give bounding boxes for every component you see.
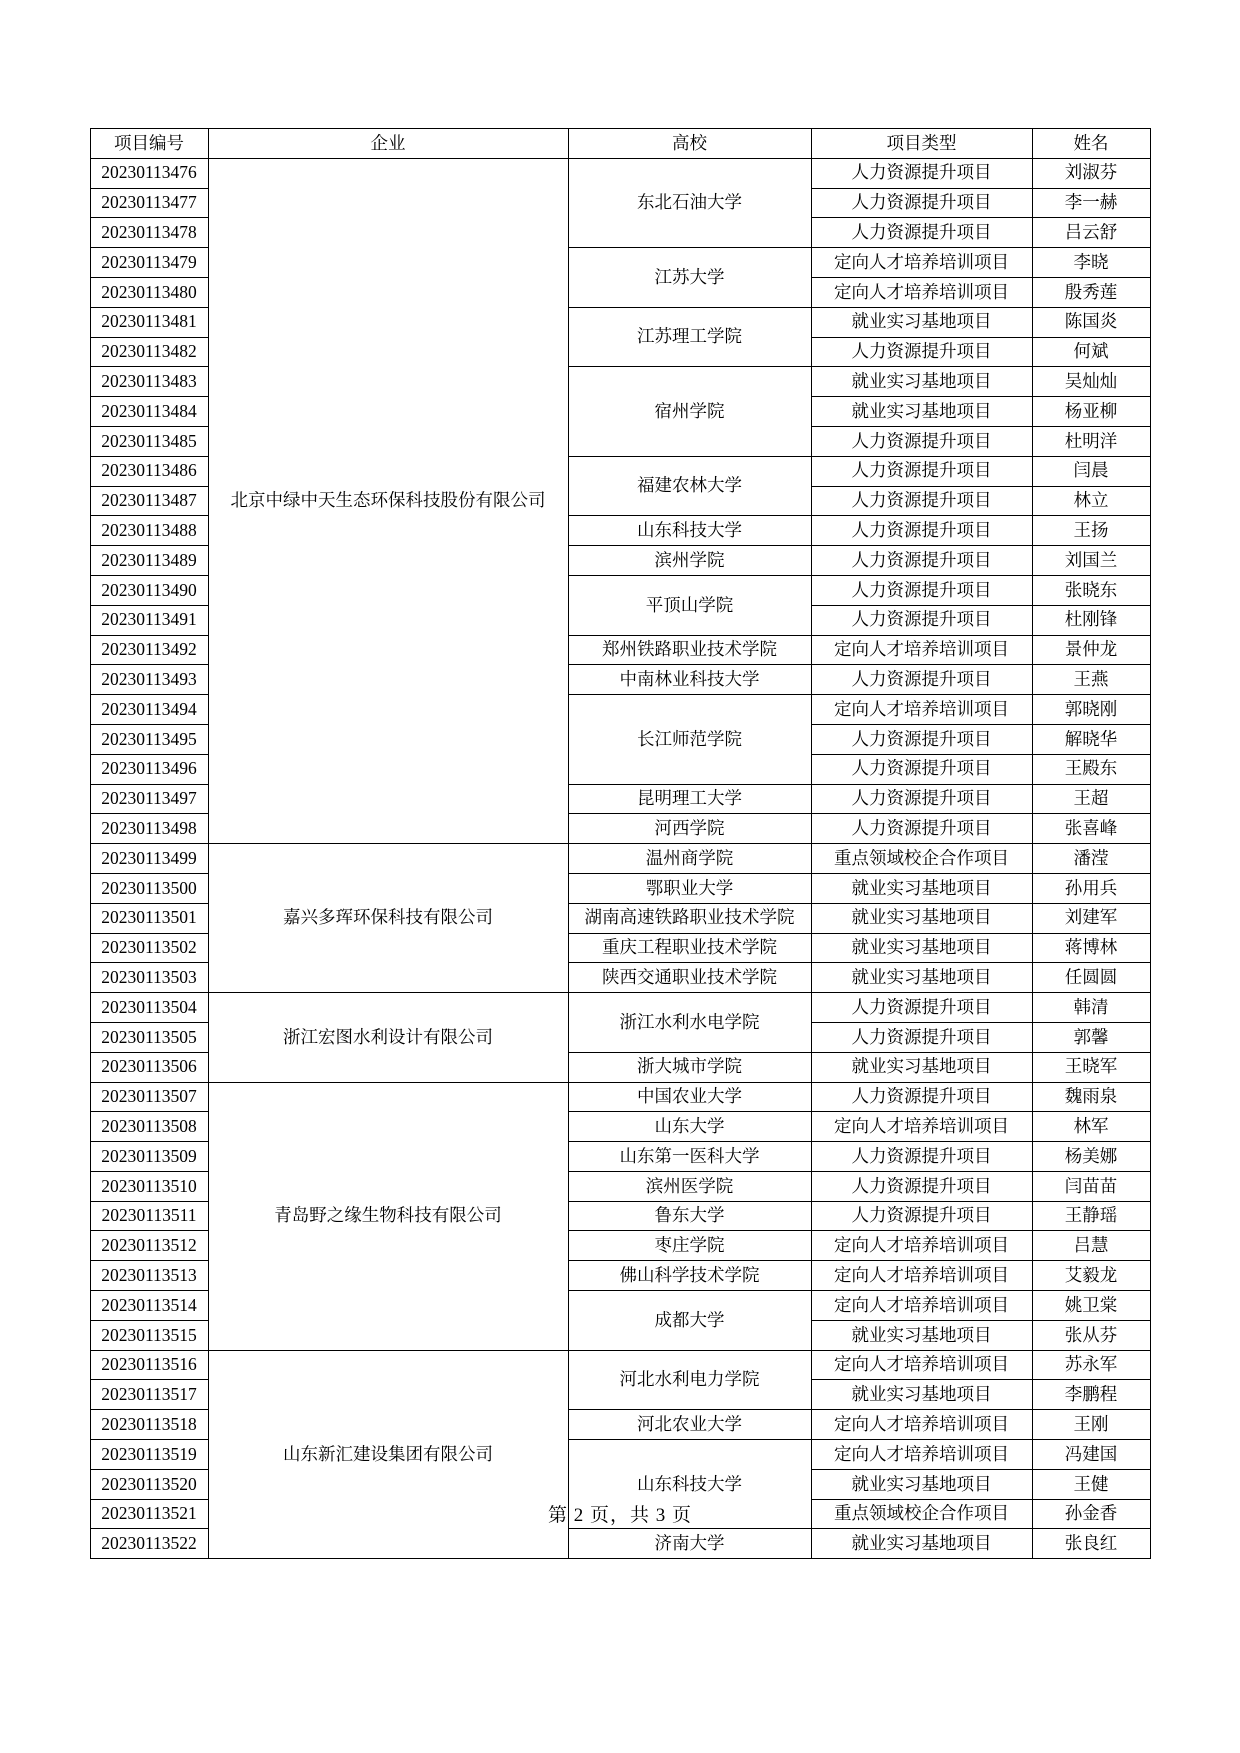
cell-university: 中国农业大学 bbox=[568, 1082, 811, 1112]
cell-project-type: 定向人才培养培训项目 bbox=[811, 277, 1032, 307]
cell-project-type: 定向人才培养培训项目 bbox=[811, 695, 1032, 725]
cell-project-id: 20230113479 bbox=[90, 248, 208, 278]
cell-name: 刘淑芬 bbox=[1032, 158, 1150, 188]
cell-university: 佛山科学技术学院 bbox=[568, 1261, 811, 1291]
table-row bbox=[90, 158, 1150, 188]
cell-project-type: 重点领域校企合作项目 bbox=[811, 1499, 1032, 1529]
cell-project-id: 20230113507 bbox=[90, 1082, 208, 1112]
cell-name: 杨美娜 bbox=[1032, 1142, 1150, 1172]
cell-university: 河西学院 bbox=[568, 814, 811, 844]
cell-name: 李晓 bbox=[1032, 248, 1150, 278]
cell-enterprise: 嘉兴多珲环保科技有限公司 bbox=[208, 844, 568, 993]
cell-name: 魏雨泉 bbox=[1032, 1082, 1150, 1112]
cell-name: 蒋博林 bbox=[1032, 933, 1150, 963]
cell-project-id: 20230113513 bbox=[90, 1261, 208, 1291]
cell-university: 江苏大学 bbox=[568, 248, 811, 308]
table-row bbox=[90, 1082, 1150, 1112]
cell-project-type: 就业实习基地项目 bbox=[811, 397, 1032, 427]
cell-university: 山东科技大学 bbox=[568, 1440, 811, 1529]
cell-name: 潘滢 bbox=[1032, 844, 1150, 874]
cell-project-id: 20230113501 bbox=[90, 903, 208, 933]
cell-project-type: 人力资源提升项目 bbox=[811, 486, 1032, 516]
cell-project-id: 20230113517 bbox=[90, 1380, 208, 1410]
cell-name: 刘建军 bbox=[1032, 903, 1150, 933]
cell-name: 韩清 bbox=[1032, 993, 1150, 1023]
cell-name: 张晓东 bbox=[1032, 575, 1150, 605]
cell-project-id: 20230113493 bbox=[90, 665, 208, 695]
cell-project-type: 定向人才培养培训项目 bbox=[811, 1350, 1032, 1380]
cell-project-id: 20230113510 bbox=[90, 1171, 208, 1201]
cell-project-id: 20230113512 bbox=[90, 1231, 208, 1261]
column-header-project-type: 项目类型 bbox=[811, 129, 1032, 159]
cell-name: 李鹏程 bbox=[1032, 1380, 1150, 1410]
cell-project-type: 定向人才培养培训项目 bbox=[811, 635, 1032, 665]
cell-project-type: 就业实习基地项目 bbox=[811, 307, 1032, 337]
cell-project-type: 人力资源提升项目 bbox=[811, 158, 1032, 188]
column-header-name: 姓名 bbox=[1032, 129, 1150, 159]
cell-project-id: 20230113477 bbox=[90, 188, 208, 218]
cell-name: 王殿东 bbox=[1032, 754, 1150, 784]
cell-project-id: 20230113506 bbox=[90, 1052, 208, 1082]
table-body bbox=[90, 158, 1150, 1558]
cell-name: 张从芬 bbox=[1032, 1320, 1150, 1350]
cell-university: 郑州铁路职业技术学院 bbox=[568, 635, 811, 665]
cell-name: 王刚 bbox=[1032, 1410, 1150, 1440]
cell-project-id: 20230113521 bbox=[90, 1499, 208, 1529]
cell-project-id: 20230113505 bbox=[90, 1022, 208, 1052]
cell-university: 浙江水利水电学院 bbox=[568, 993, 811, 1053]
cell-project-id: 20230113509 bbox=[90, 1142, 208, 1172]
cell-project-id: 20230113494 bbox=[90, 695, 208, 725]
cell-name: 王燕 bbox=[1032, 665, 1150, 695]
cell-project-id: 20230113499 bbox=[90, 844, 208, 874]
cell-university: 鄂职业大学 bbox=[568, 873, 811, 903]
cell-project-type: 人力资源提升项目 bbox=[811, 188, 1032, 218]
cell-project-id: 20230113498 bbox=[90, 814, 208, 844]
cell-university: 宿州学院 bbox=[568, 367, 811, 456]
cell-project-id: 20230113491 bbox=[90, 605, 208, 635]
cell-university: 山东科技大学 bbox=[568, 516, 811, 546]
cell-project-id: 20230113495 bbox=[90, 724, 208, 754]
cell-project-id: 20230113504 bbox=[90, 993, 208, 1023]
cell-name: 闫晨 bbox=[1032, 456, 1150, 486]
cell-project-type: 人力资源提升项目 bbox=[811, 993, 1032, 1023]
cell-name: 冯建国 bbox=[1032, 1440, 1150, 1470]
cell-name: 杨亚柳 bbox=[1032, 397, 1150, 427]
cell-university: 滨州医学院 bbox=[568, 1171, 811, 1201]
cell-name: 郭晓刚 bbox=[1032, 695, 1150, 725]
project-list-table bbox=[90, 128, 1151, 1559]
cell-enterprise: 浙江宏图水利设计有限公司 bbox=[208, 993, 568, 1082]
cell-project-id: 20230113522 bbox=[90, 1529, 208, 1559]
table-header-row bbox=[90, 129, 1150, 159]
cell-name: 王扬 bbox=[1032, 516, 1150, 546]
cell-name: 张良红 bbox=[1032, 1529, 1150, 1559]
cell-project-type: 就业实习基地项目 bbox=[811, 1380, 1032, 1410]
table-header bbox=[90, 129, 1150, 159]
cell-name: 殷秀莲 bbox=[1032, 277, 1150, 307]
cell-university: 平顶山学院 bbox=[568, 575, 811, 635]
cell-project-type: 定向人才培养培训项目 bbox=[811, 1112, 1032, 1142]
cell-name: 姚卫棠 bbox=[1032, 1291, 1150, 1321]
cell-university: 福建农林大学 bbox=[568, 456, 811, 516]
cell-project-type: 人力资源提升项目 bbox=[811, 665, 1032, 695]
table-row bbox=[90, 993, 1150, 1023]
cell-name: 吕慧 bbox=[1032, 1231, 1150, 1261]
cell-name: 杜刚锋 bbox=[1032, 605, 1150, 635]
table-row bbox=[90, 1350, 1150, 1380]
cell-project-id: 20230113489 bbox=[90, 546, 208, 576]
cell-project-id: 20230113484 bbox=[90, 397, 208, 427]
cell-university: 陕西交通职业技术学院 bbox=[568, 963, 811, 993]
cell-project-id: 20230113520 bbox=[90, 1469, 208, 1499]
column-header-university: 高校 bbox=[568, 129, 811, 159]
cell-project-type: 定向人才培养培训项目 bbox=[811, 1291, 1032, 1321]
cell-project-id: 20230113485 bbox=[90, 426, 208, 456]
cell-project-id: 20230113514 bbox=[90, 1291, 208, 1321]
column-header-enterprise: 企业 bbox=[208, 129, 568, 159]
cell-project-type: 人力资源提升项目 bbox=[811, 1082, 1032, 1112]
cell-project-type: 人力资源提升项目 bbox=[811, 1022, 1032, 1052]
cell-project-type: 定向人才培养培训项目 bbox=[811, 1261, 1032, 1291]
cell-project-id: 20230113483 bbox=[90, 367, 208, 397]
cell-project-type: 就业实习基地项目 bbox=[811, 1529, 1032, 1559]
cell-university: 滨州学院 bbox=[568, 546, 811, 576]
cell-name: 张喜峰 bbox=[1032, 814, 1150, 844]
cell-project-type: 人力资源提升项目 bbox=[811, 516, 1032, 546]
cell-university: 江苏理工学院 bbox=[568, 307, 811, 367]
cell-university: 浙大城市学院 bbox=[568, 1052, 811, 1082]
cell-project-type: 人力资源提升项目 bbox=[811, 1201, 1032, 1231]
cell-project-id: 20230113508 bbox=[90, 1112, 208, 1142]
cell-project-type: 人力资源提升项目 bbox=[811, 754, 1032, 784]
cell-project-id: 20230113519 bbox=[90, 1440, 208, 1470]
cell-name: 王超 bbox=[1032, 784, 1150, 814]
cell-university: 中南林业科技大学 bbox=[568, 665, 811, 695]
cell-project-type: 就业实习基地项目 bbox=[811, 1469, 1032, 1499]
cell-project-type: 人力资源提升项目 bbox=[811, 426, 1032, 456]
cell-university: 济南大学 bbox=[568, 1529, 811, 1559]
cell-project-id: 20230113497 bbox=[90, 784, 208, 814]
cell-project-id: 20230113496 bbox=[90, 754, 208, 784]
cell-project-type: 人力资源提升项目 bbox=[811, 575, 1032, 605]
cell-project-type: 人力资源提升项目 bbox=[811, 814, 1032, 844]
cell-project-id: 20230113490 bbox=[90, 575, 208, 605]
cell-university: 成都大学 bbox=[568, 1291, 811, 1351]
cell-project-id: 20230113492 bbox=[90, 635, 208, 665]
cell-enterprise: 青岛野之缘生物科技有限公司 bbox=[208, 1082, 568, 1350]
cell-project-type: 就业实习基地项目 bbox=[811, 963, 1032, 993]
cell-university: 枣庄学院 bbox=[568, 1231, 811, 1261]
cell-project-type: 定向人才培养培训项目 bbox=[811, 1410, 1032, 1440]
cell-project-type: 人力资源提升项目 bbox=[811, 456, 1032, 486]
cell-name: 李一赫 bbox=[1032, 188, 1150, 218]
cell-project-type: 定向人才培养培训项目 bbox=[811, 1440, 1032, 1470]
cell-project-id: 20230113502 bbox=[90, 933, 208, 963]
cell-name: 陈国炎 bbox=[1032, 307, 1150, 337]
cell-name: 林军 bbox=[1032, 1112, 1150, 1142]
cell-project-id: 20230113478 bbox=[90, 218, 208, 248]
cell-name: 杜明洋 bbox=[1032, 426, 1150, 456]
cell-name: 王健 bbox=[1032, 1469, 1150, 1499]
cell-name: 王晓军 bbox=[1032, 1052, 1150, 1082]
cell-university: 河北农业大学 bbox=[568, 1410, 811, 1440]
cell-project-id: 20230113486 bbox=[90, 456, 208, 486]
cell-project-id: 20230113482 bbox=[90, 337, 208, 367]
cell-project-type: 人力资源提升项目 bbox=[811, 337, 1032, 367]
cell-project-type: 就业实习基地项目 bbox=[811, 1052, 1032, 1082]
page-footer: 第 2 页，共 3 页 bbox=[547, 1505, 692, 1526]
cell-name: 闫苗苗 bbox=[1032, 1171, 1150, 1201]
cell-enterprise: 山东新汇建设集团有限公司 bbox=[208, 1350, 568, 1559]
cell-name: 苏永军 bbox=[1032, 1350, 1150, 1380]
cell-university: 温州商学院 bbox=[568, 844, 811, 874]
cell-university: 昆明理工大学 bbox=[568, 784, 811, 814]
cell-name: 林立 bbox=[1032, 486, 1150, 516]
cell-name: 任圆圆 bbox=[1032, 963, 1150, 993]
cell-project-type: 就业实习基地项目 bbox=[811, 903, 1032, 933]
cell-name: 何斌 bbox=[1032, 337, 1150, 367]
cell-name: 郭馨 bbox=[1032, 1022, 1150, 1052]
cell-university: 湖南高速铁路职业技术学院 bbox=[568, 903, 811, 933]
cell-project-id: 20230113503 bbox=[90, 963, 208, 993]
cell-project-type: 人力资源提升项目 bbox=[811, 546, 1032, 576]
cell-project-id: 20230113488 bbox=[90, 516, 208, 546]
cell-project-id: 20230113511 bbox=[90, 1201, 208, 1231]
cell-project-type: 人力资源提升项目 bbox=[811, 784, 1032, 814]
cell-project-id: 20230113480 bbox=[90, 277, 208, 307]
cell-project-type: 就业实习基地项目 bbox=[811, 1320, 1032, 1350]
cell-project-type: 人力资源提升项目 bbox=[811, 724, 1032, 754]
cell-name: 吴灿灿 bbox=[1032, 367, 1150, 397]
cell-university: 长江师范学院 bbox=[568, 695, 811, 784]
cell-university: 山东大学 bbox=[568, 1112, 811, 1142]
cell-project-type: 定向人才培养培训项目 bbox=[811, 1231, 1032, 1261]
cell-project-type: 人力资源提升项目 bbox=[811, 605, 1032, 635]
cell-name: 孙金香 bbox=[1032, 1499, 1150, 1529]
cell-project-id: 20230113487 bbox=[90, 486, 208, 516]
cell-project-type: 重点领域校企合作项目 bbox=[811, 844, 1032, 874]
cell-project-id: 20230113516 bbox=[90, 1350, 208, 1380]
cell-name: 吕云舒 bbox=[1032, 218, 1150, 248]
cell-project-type: 人力资源提升项目 bbox=[811, 1171, 1032, 1201]
cell-project-type: 人力资源提升项目 bbox=[811, 1142, 1032, 1172]
cell-university: 东北石油大学 bbox=[568, 158, 811, 247]
cell-project-type: 定向人才培养培训项目 bbox=[811, 248, 1032, 278]
cell-name: 孙用兵 bbox=[1032, 873, 1150, 903]
cell-project-type: 就业实习基地项目 bbox=[811, 367, 1032, 397]
table-row bbox=[90, 844, 1150, 874]
cell-project-id: 20230113500 bbox=[90, 873, 208, 903]
cell-name: 王静瑶 bbox=[1032, 1201, 1150, 1231]
cell-project-id: 20230113476 bbox=[90, 158, 208, 188]
cell-project-id: 20230113518 bbox=[90, 1410, 208, 1440]
cell-name: 艾毅龙 bbox=[1032, 1261, 1150, 1291]
cell-project-type: 就业实习基地项目 bbox=[811, 873, 1032, 903]
cell-university: 重庆工程职业技术学院 bbox=[568, 933, 811, 963]
cell-project-type: 人力资源提升项目 bbox=[811, 218, 1032, 248]
cell-project-id: 20230113515 bbox=[90, 1320, 208, 1350]
cell-project-type: 就业实习基地项目 bbox=[811, 933, 1032, 963]
cell-university: 鲁东大学 bbox=[568, 1201, 811, 1231]
cell-university: 河北水利电力学院 bbox=[568, 1350, 811, 1410]
cell-name: 刘国兰 bbox=[1032, 546, 1150, 576]
cell-name: 景仲龙 bbox=[1032, 635, 1150, 665]
column-header-project-id: 项目编号 bbox=[90, 129, 208, 159]
cell-project-id: 20230113481 bbox=[90, 307, 208, 337]
cell-university: 山东第一医科大学 bbox=[568, 1142, 811, 1172]
cell-name: 解晓华 bbox=[1032, 724, 1150, 754]
cell-enterprise: 北京中绿中天生态环保科技股份有限公司 bbox=[208, 158, 568, 843]
